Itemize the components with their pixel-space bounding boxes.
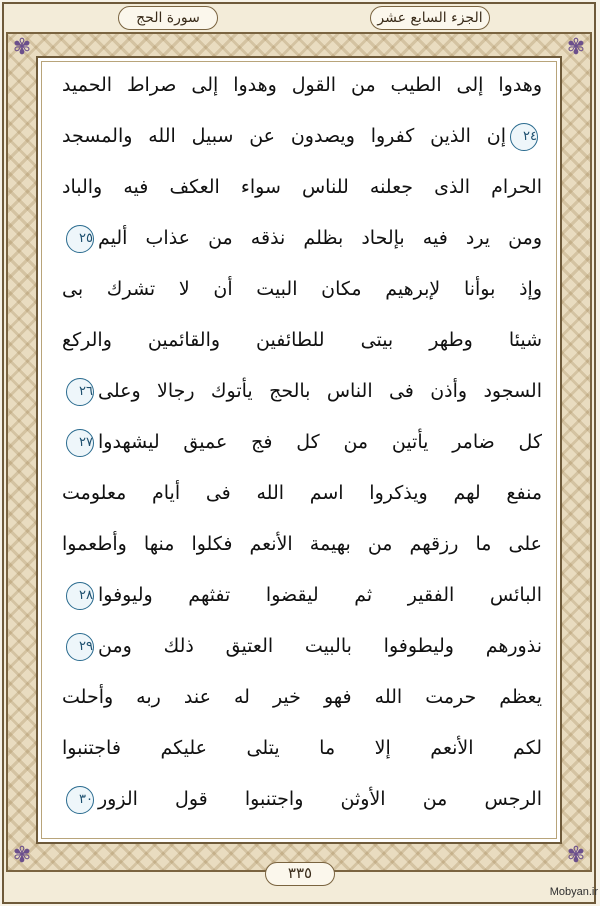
text-line-13 <box>62 674 542 720</box>
text-line-1 <box>62 62 542 108</box>
line-text: لكم الأنعم إلا ما يتلى عليكم فاجتنبوا <box>62 737 542 759</box>
text-line-12 <box>62 623 542 669</box>
juz-title: الجزء السابع عشر <box>370 6 490 30</box>
ayah-number-marker: ٢٨ <box>66 582 94 610</box>
ayah-number-marker: ٢٩ <box>66 633 94 661</box>
page-number: ٣٣٥ <box>265 862 335 886</box>
corner-ornament-icon: ✾ <box>566 843 586 868</box>
text-line-2 <box>62 113 542 159</box>
text-line-7 <box>62 368 542 414</box>
text-line-10 <box>62 521 542 567</box>
text-line-4 <box>62 215 542 261</box>
corner-ornament-icon: ✾ <box>12 35 32 60</box>
surah-title: سورة الحج <box>118 6 218 30</box>
text-line-5 <box>62 266 542 312</box>
line-text: يعظم حرمت الله فهو خير له عند ربه وأحلت <box>62 686 542 708</box>
line-text: منفع لهم ويذكروا اسم الله فى أيام معلومت <box>62 482 542 504</box>
line-text: الحرام الذى جعلنه للناس سواء العكف فيه والباد <box>62 176 542 198</box>
text-line-9 <box>62 470 542 516</box>
line-text: شيئا وطهر بيتى للطائفين والقائمين والركع <box>62 329 542 351</box>
ayah-number-marker: ٢٧ <box>66 429 94 457</box>
line-text: إن الذين كفروا ويصدون عن سبيل الله والمسجد <box>62 125 506 147</box>
line-text: وهدوا إلى الطيب من القول وهدوا إلى صراط الحميد <box>62 74 542 96</box>
text-line-8 <box>62 419 542 465</box>
line-text: السجود وأذن فى الناس بالحج يأتوك رجالا وعلى <box>98 380 542 402</box>
text-line-15 <box>62 776 542 822</box>
ayah-number-marker: ٢٤ <box>510 123 538 151</box>
line-text: ومن يرد فيه بإلحاد بظلم نذقه من عذاب أليم <box>98 227 542 249</box>
text-line-3 <box>62 164 542 210</box>
line-text: على ما رزقهم من بهيمة الأنعم فكلوا منها وأطعموا <box>62 533 542 555</box>
corner-ornament-icon: ✾ <box>12 843 32 868</box>
corner-ornament-icon: ✾ <box>566 35 586 60</box>
line-text: كل ضامر يأتين من كل فج عميق ليشهدوا <box>98 431 542 453</box>
text-line-11 <box>62 572 542 618</box>
line-text: البائس الفقير ثم ليقضوا تفثهم وليوفوا <box>98 584 542 606</box>
line-text: الرجس من الأوثن واجتنبوا قول الزور <box>98 788 542 810</box>
quran-text <box>62 62 542 832</box>
ayah-number-marker: ٣٠ <box>66 786 94 814</box>
text-line-6 <box>62 317 542 363</box>
line-text: نذورهم وليطوفوا بالبيت العتيق ذلك ومن <box>98 635 542 657</box>
line-text: وإذ بوأنا لإبرهيم مكان البيت أن لا تشرك بى <box>62 278 542 300</box>
ayah-number-marker: ٢٥ <box>66 225 94 253</box>
ayah-number-marker: ٢٦ <box>66 378 94 406</box>
watermark: Mobyan.ir <box>549 886 598 898</box>
text-line-14 <box>62 725 542 771</box>
